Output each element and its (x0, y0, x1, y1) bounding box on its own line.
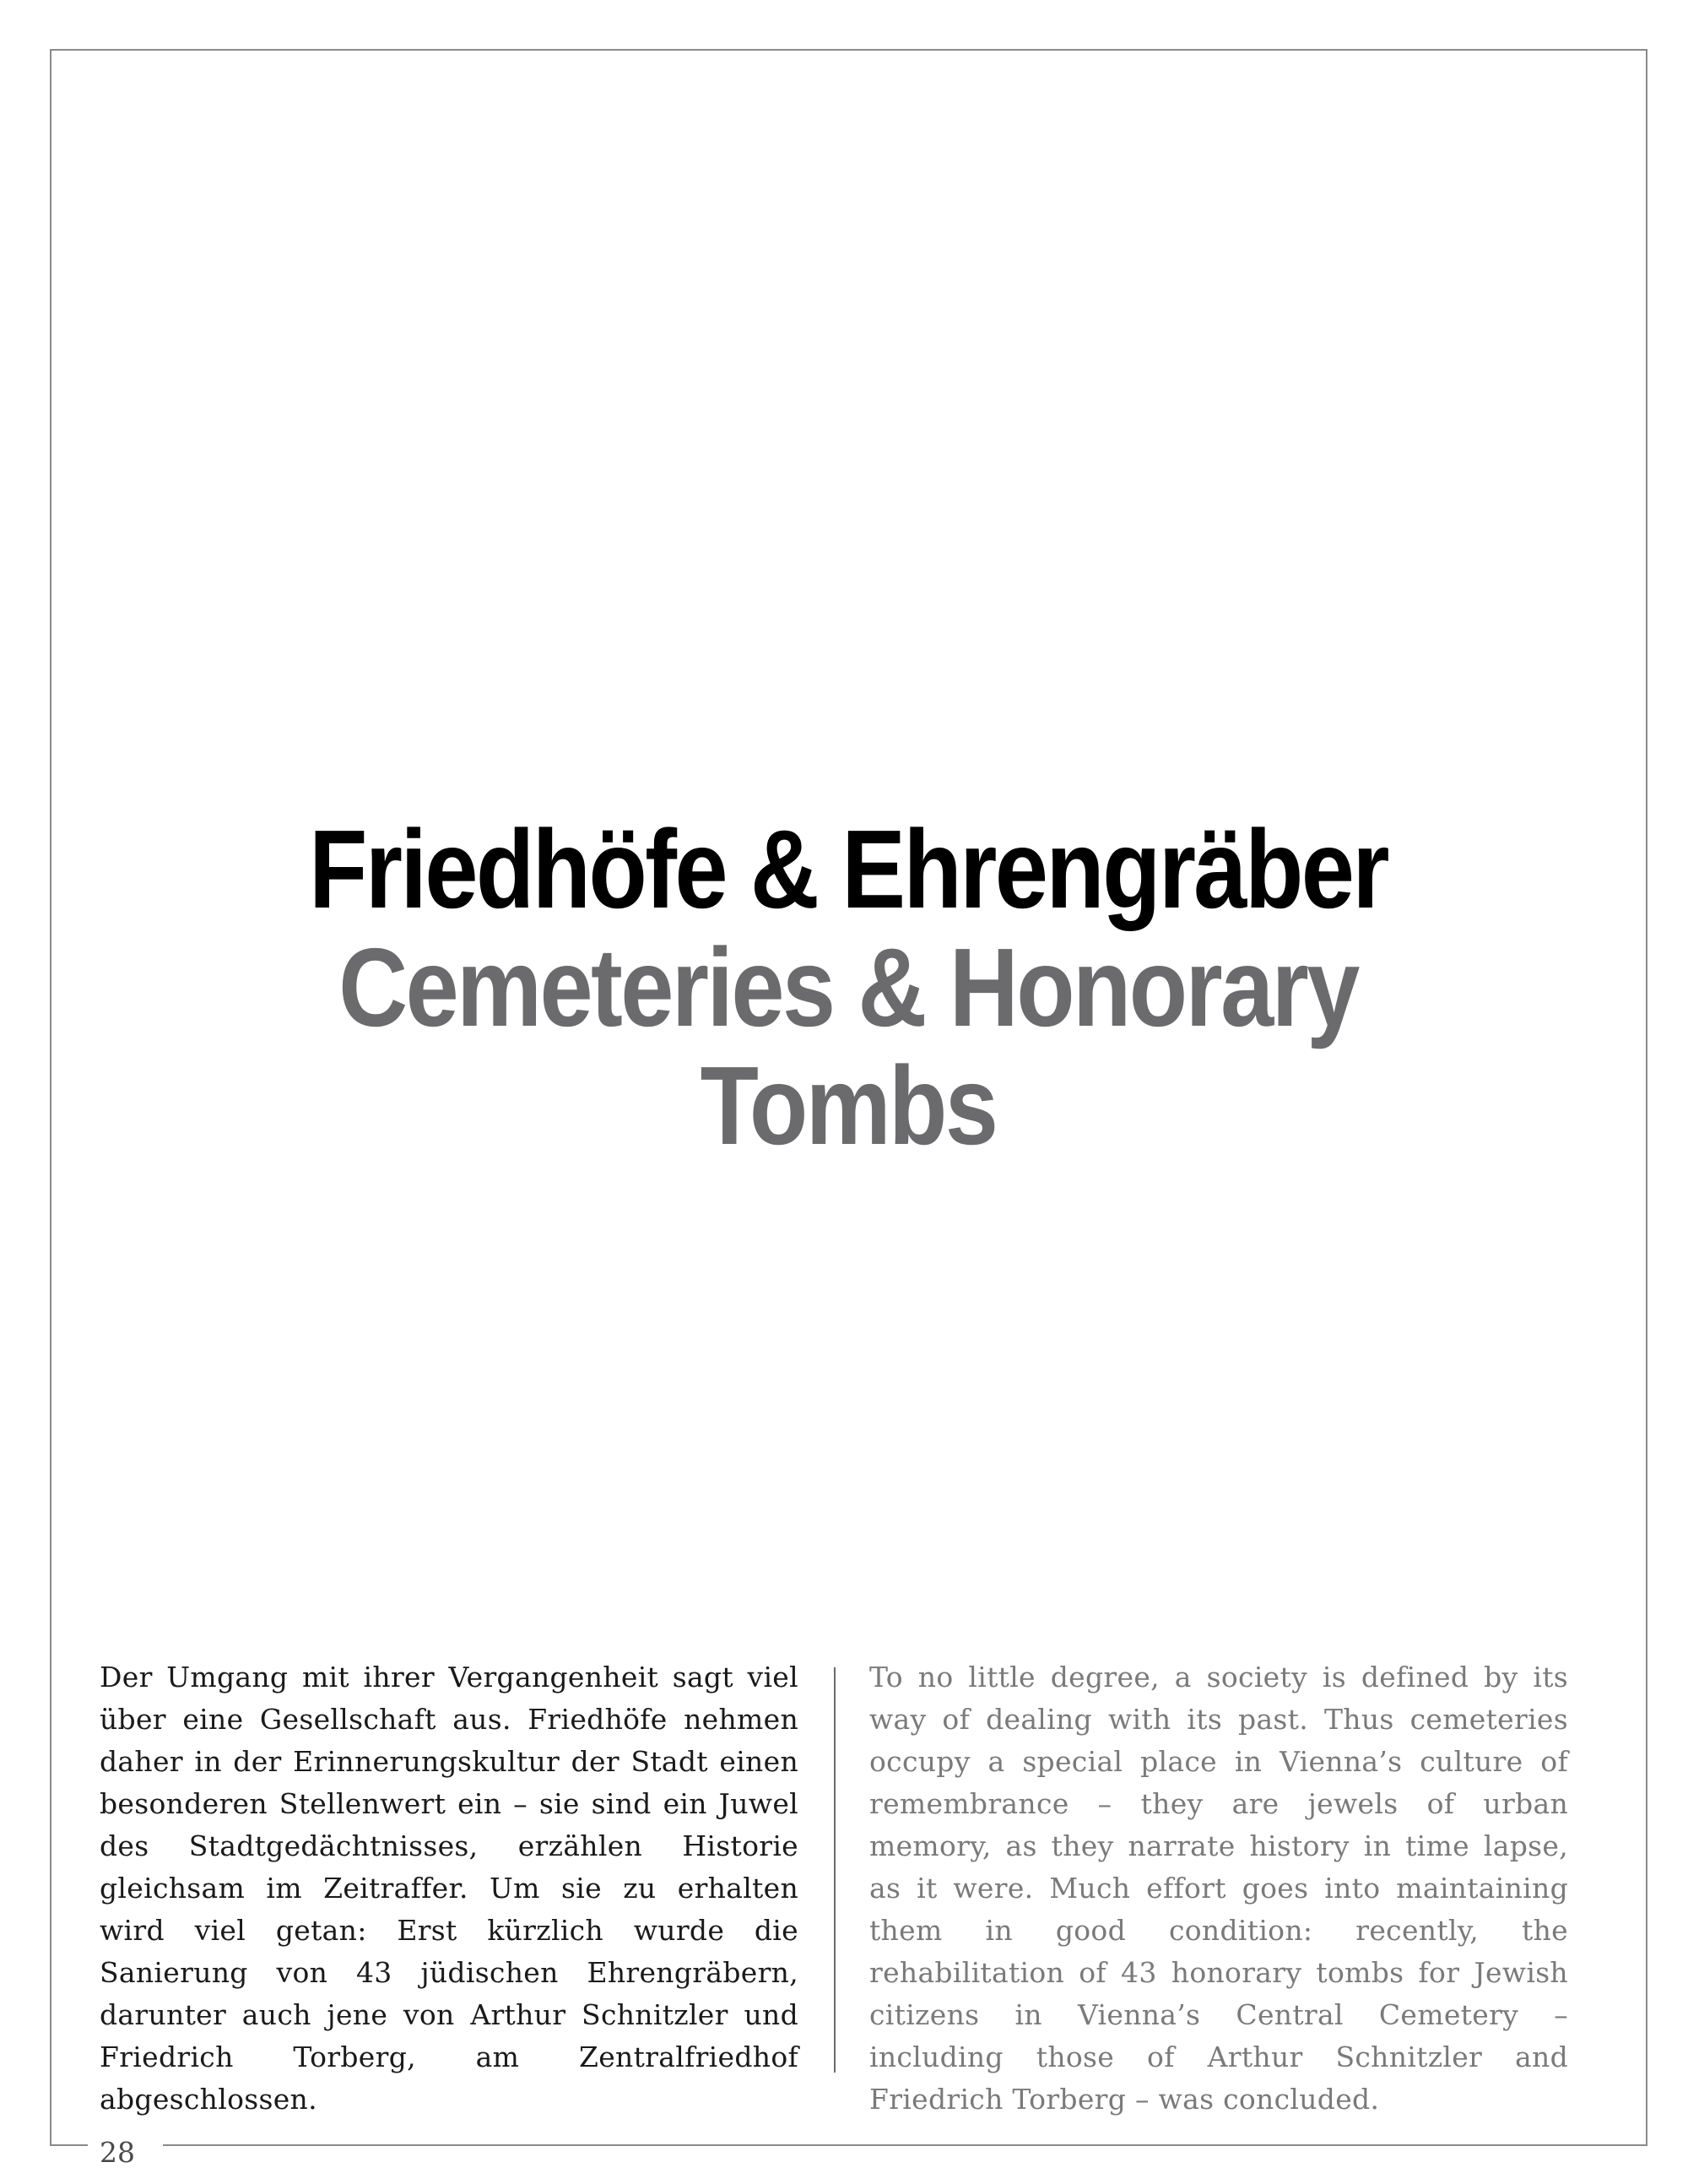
page-frame-bottom-left (50, 2144, 88, 2146)
page-number: 28 (100, 2136, 135, 2169)
body-text-german: Der Umgang mit ihrer Vergangenheit sagt viel über eine Gesellschaft aus. Friedhöfe nehmen daher in der Erinnerungskultur der Stadt einen besonderen Stellenwert ein – sie sind ein Juwel des Stadtgedächtnisses, erzählen Historie gleichsam im Zeitraffer. Um sie zu erhalten wird viel getan: Erst kürzlich wurde die Sanierung von 43 jüdischen Ehrengräbern, darunter auch jene von Arthur Schnitzler und Friedrich Torberg, am Zentralfriedhof abgeschlossen. (100, 1661, 798, 2116)
page-frame-right (1646, 49, 1647, 2146)
column-divider (834, 1667, 836, 2073)
chapter-title (192, 807, 1506, 1168)
page-frame-top (50, 49, 1647, 51)
body-text-english: To no little degree, a society is defined by its way of dealing with its past. Thus cemeteries occupy a special place in Vienna’s culture of remembrance – they are jewels of urban memory, as they narrate history in time lapse, as it were. Much effort goes into maintaining them in good condition: recently, the rehabilitation of 43 honorary tombs for Jewish citizens in Vienna’s Central Cemetery – including those of Arthur Schnitzler and Friedrich Torberg – was concluded. (869, 1661, 1568, 2116)
chapter-title-english: Cemeteries & Honorary Tombs (338, 925, 1358, 1168)
page-frame-left (50, 49, 51, 2146)
page-frame-bottom-right (163, 2144, 1647, 2146)
chapter-title-german: Friedhöfe & Ehrengräber (309, 807, 1388, 931)
